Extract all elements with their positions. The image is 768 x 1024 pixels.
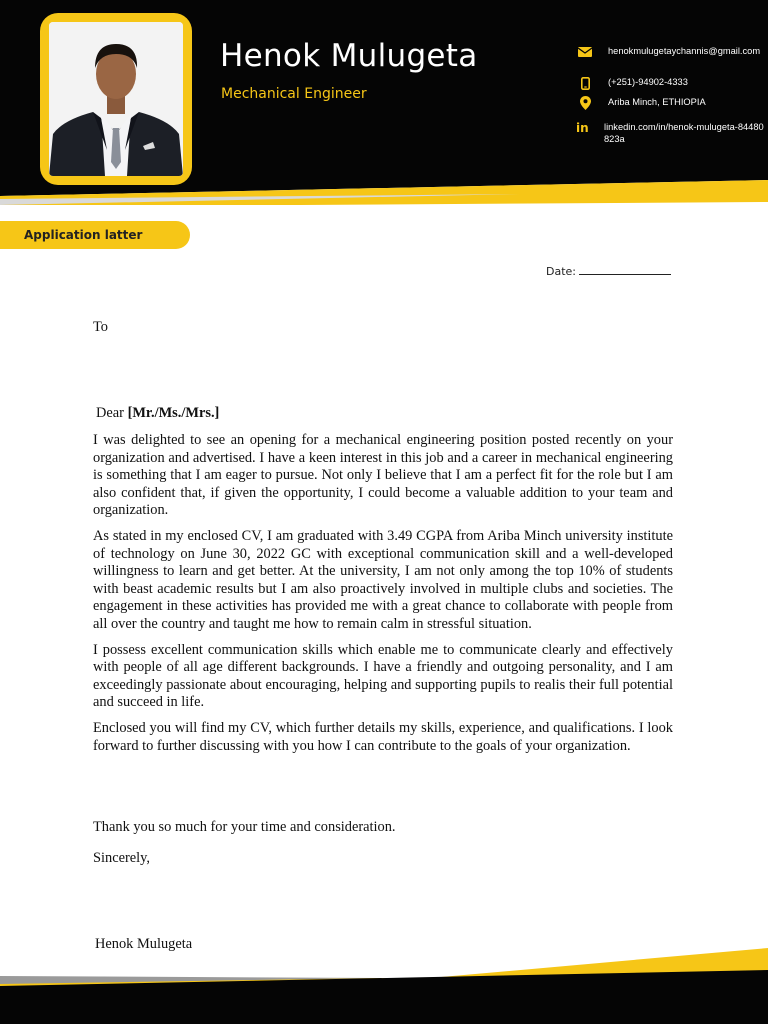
- phone-icon: [576, 76, 594, 90]
- applicant-role: Mechanical Engineer: [221, 86, 367, 102]
- salutation: [96, 405, 219, 423]
- recipient-line: To: [93, 319, 108, 335]
- profile-photo-frame: [40, 13, 192, 185]
- contact-phone-text: (+251)-94902-4333: [608, 77, 688, 87]
- contact-location-text: Ariba Minch, ETHIOPIA: [608, 97, 706, 107]
- letter-paragraph: I was delighted to see an opening for a mechanical engineering position posted recently on your organization and advertised. I have a keen interest in this job and a career in mechanical engineering is something that I am eager to pursue. Not only I believe that I am a perfect fit for the role but I am also confident that, if given the opportunity, I could become a valuable addition to your team and organization.: [93, 432, 673, 519]
- footer-background: [0, 940, 768, 1024]
- letter-paragraph: Enclosed you will find my CV, which further details my skills, experience, and qualifications. I look forward to further discussing with you how I can contribute to the goals of your organization.: [93, 719, 673, 754]
- section-tag-label: Application latter: [24, 228, 143, 242]
- salutation-prefix: Dear: [96, 405, 128, 421]
- contact-linkedin-text: linkedin.com/in/henok-mulugeta-84480823a: [604, 122, 764, 144]
- letter-paragraph: I possess excellent communication skills which enable me to communicate clearly and effectively with people of all age different backgrounds. I have a friendly and outgoing personality, and I am exceedingly passionate about encouraging, helping and supporting pupils to realis their full potential and succeed in life.: [93, 641, 673, 711]
- letter-paragraph: As stated in my enclosed CV, I am graduated with 3.49 CGPA from Ariba Minch university institute of technology on June 30, 2022 GC with exceptional communication skill and a well-developed willingness to learn and get better. At the university, I am not only among the top 10% of students with beast academic results but I am also proactively involved in multiple clubs and societies. The engagement in these activities has provided me with a great chance to collaborate with people from all over the country and taught me how to remain calm in stressful situation.: [93, 527, 673, 632]
- envelope-icon: [576, 45, 594, 59]
- section-tag: [0, 221, 190, 249]
- signature-name: Henok Mulugeta: [95, 936, 193, 952]
- salutation-name: [Mr./Ms./Mrs.]: [127, 405, 220, 421]
- profile-photo: [49, 22, 183, 176]
- thanks-line: Thank you so much for your time and consideration.: [93, 819, 396, 835]
- date-blank-line: [579, 263, 671, 275]
- closing-line: Sincerely,: [93, 850, 151, 866]
- linkedin-icon: in: [576, 121, 589, 135]
- date-label: Date:: [546, 265, 576, 278]
- location-pin-icon: [576, 96, 594, 110]
- date-field: [546, 263, 671, 278]
- applicant-name: Henok Mulugeta: [220, 38, 478, 74]
- letter-body: [93, 432, 673, 763]
- contact-email-text: henokmulugetaychannis@gmail.com: [608, 46, 761, 56]
